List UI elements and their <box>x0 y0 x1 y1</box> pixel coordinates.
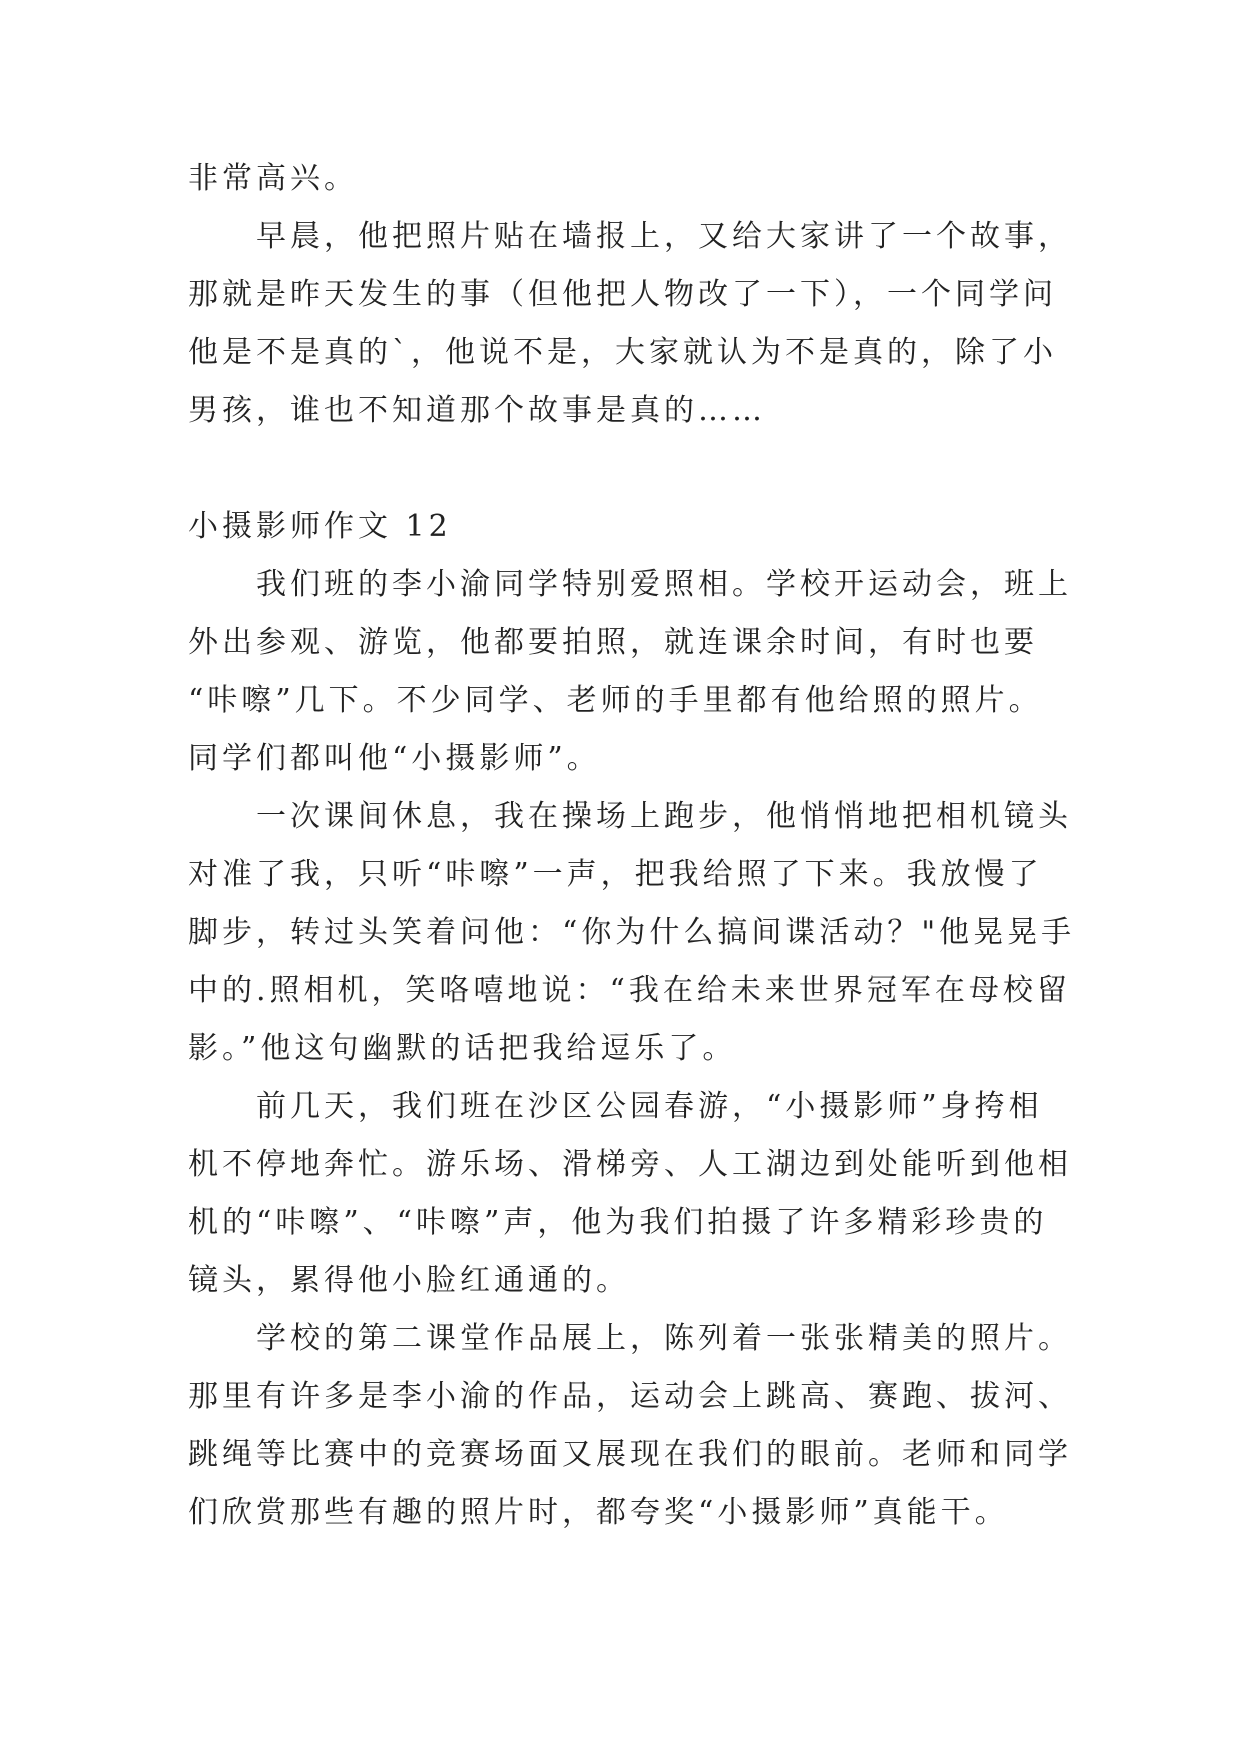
text-line: 们欣赏那些有趣的照片时，都夸奖“小摄影师”真能干。 <box>188 1495 1009 1530</box>
text-line: 前几天，我们班在沙区公园春游，“小摄影师”身挎相 <box>256 1089 1043 1124</box>
text-line: 外出参观、游览，他都要拍照，就连课余时间，有时也要 <box>188 625 1038 660</box>
text-line: 镜头，累得他小脸红通通的。 <box>188 1263 630 1298</box>
text-line: 男孩，谁也不知道那个故事是真的…… <box>188 393 766 428</box>
text-line: “咔嚓”几下。不少同学、老师的手里都有他给照的照片。 <box>188 683 1043 718</box>
text-line: 跳绳等比赛中的竞赛场面又展现在我们的眼前。老师和同学 <box>188 1437 1072 1472</box>
text-line: 一次课间休息，我在操场上跑步，他悄悄地把相机镜头 <box>256 799 1072 834</box>
text-line: 同学们都叫他“小摄影师”。 <box>188 741 601 776</box>
text-line: 我们班的李小渝同学特别爱照相。学校开运动会，班上 <box>256 567 1072 602</box>
text-line: 那里有许多是李小渝的作品，运动会上跳高、赛跑、拔河、 <box>188 1379 1072 1414</box>
text-line: 脚步，转过头笑着问他：“你为什么搞间谍活动？"他晃晃手 <box>188 915 1076 950</box>
text-line: 非常高兴。 <box>188 161 358 196</box>
text-line: 影。”他这句幽默的话把我给逗乐了。 <box>188 1031 737 1066</box>
text-line: 学校的第二课堂作品展上，陈列着一张张精美的照片。 <box>256 1321 1072 1356</box>
text-line: 他是不是真的`，他说不是，大家就认为不是真的，除了小 <box>188 335 1057 370</box>
document-page <box>188 150 1076 1542</box>
text-line: 对准了我，只听“咔嚓”一声，把我给照了下来。我放慢了 <box>188 857 1043 892</box>
text-line: 早晨，他把照片贴在墙报上，又给大家讲了一个故事， <box>256 219 1072 254</box>
text-line: 那就是昨天发生的事（但他把人物改了一下），一个同学问 <box>188 277 1057 312</box>
text-line: 中的.照相机，笑咯嘻地说：“我在给未来世界冠军在母校留 <box>188 973 1071 1008</box>
section-heading: 小摄影师作文 12 <box>188 509 452 544</box>
text-line: 机的“咔嚓”、“咔嚓”声，他为我们拍摄了许多精彩珍贵的 <box>188 1205 1048 1240</box>
text-line: 机不停地奔忙。游乐场、滑梯旁、人工湖边到处能听到他相 <box>188 1147 1072 1182</box>
